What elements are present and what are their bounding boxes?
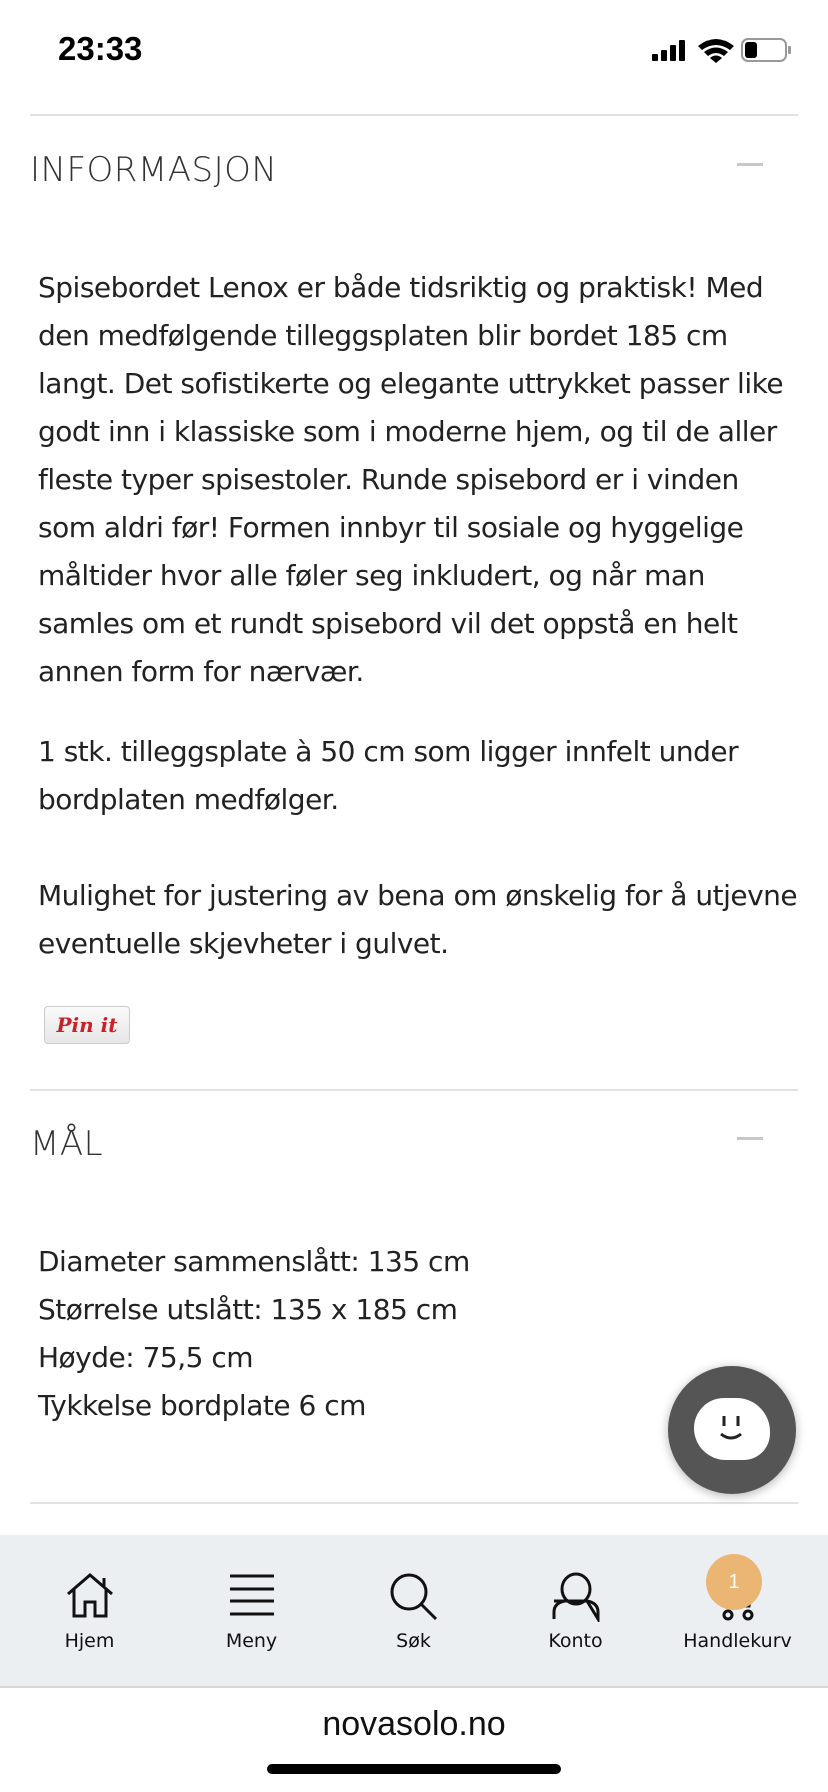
search-icon	[389, 1572, 439, 1622]
divider	[30, 1089, 798, 1091]
menu-icon	[230, 1572, 274, 1616]
chat-button[interactable]	[668, 1366, 796, 1494]
dimension-line: Størrelse utslått: 135 x 185 cm	[38, 1293, 458, 1326]
status-icons	[652, 36, 792, 64]
nav-search[interactable]	[331, 1535, 496, 1688]
home-icon	[65, 1572, 115, 1620]
signal-wifi-battery-icon	[652, 36, 792, 64]
pinterest-pin-button[interactable]: Pin it	[44, 1006, 130, 1044]
collapse-icon[interactable]	[737, 163, 763, 166]
nav-label: Meny	[225, 1630, 278, 1652]
chat-smiley-icon	[694, 1398, 770, 1460]
section-title-informasjon[interactable]: INFORMASJON	[30, 150, 278, 190]
nav-home[interactable]	[7, 1535, 172, 1688]
section-title-mal[interactable]: MÅL	[30, 1124, 104, 1164]
dimension-line: Høyde: 75,5 cm	[38, 1341, 254, 1374]
cart-count-badge: 1	[706, 1554, 762, 1610]
browser-url[interactable]: novasolo.no	[322, 1705, 506, 1743]
nav-label: Hjem	[64, 1630, 115, 1652]
divider	[30, 1502, 798, 1504]
status-time: 23:33	[58, 30, 143, 67]
description-text	[38, 264, 798, 968]
collapse-icon[interactable]	[737, 1137, 763, 1140]
bottom-nav	[0, 1535, 828, 1688]
description-paragraph: 1 stk. tilleggsplate à 50 cm som ligger innfelt under bordplaten medfølger.	[38, 735, 739, 816]
nav-menu[interactable]	[169, 1535, 334, 1688]
nav-label: Handlekurv	[683, 1630, 792, 1652]
divider	[30, 114, 798, 116]
dimension-line: Diameter sammenslått: 135 cm	[38, 1245, 470, 1278]
description-paragraph: Mulighet for justering av bena om ønskelig for å utjevne eventuelle skjevheter i gulvet.	[38, 879, 798, 960]
home-indicator[interactable]	[267, 1764, 561, 1774]
nav-label: Søk	[396, 1630, 431, 1652]
account-icon	[551, 1572, 601, 1622]
nav-account[interactable]	[493, 1535, 658, 1688]
dimension-line: Tykkelse bordplate 6 cm	[38, 1389, 366, 1422]
description-paragraph: Spisebordet Lenox er både tidsriktig og praktisk! Med den medfølgende tilleggsplaten blir bordet 185 cm langt. Det sofistikerte og elegante uttrykket passer like godt inn i klassiske som i moderne hjem, og til de aller fleste typer spisestoler. Runde spisebord er i vinden som aldri før! Formen innbyr til sosiale og hyggelige måltider hvor alle føler seg inkludert, og når man samles om et rundt spisebord vil det oppstå en helt annen form for nærvær.	[38, 271, 784, 688]
nav-label: Konto	[548, 1630, 603, 1652]
